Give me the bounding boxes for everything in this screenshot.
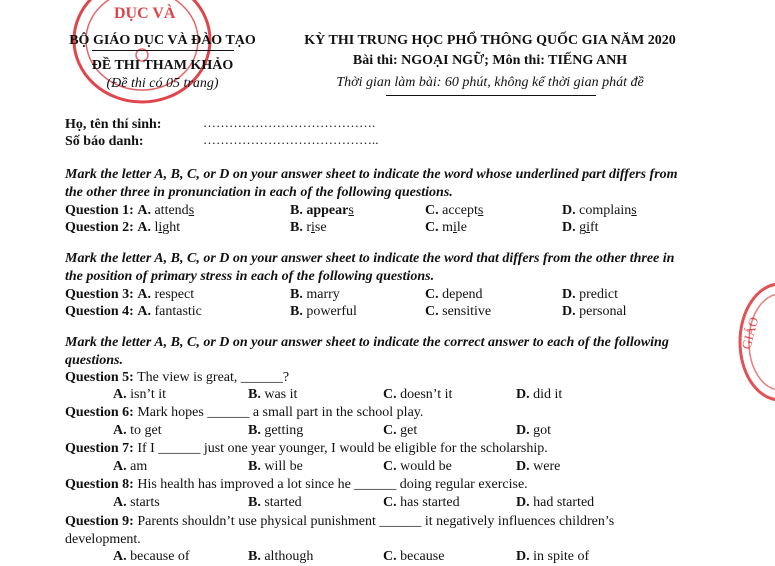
q5-option-c[interactable]: C. doesn’t it (383, 387, 453, 402)
q6-option-b[interactable]: B. getting (248, 423, 304, 438)
q7-option-b[interactable]: B. will be (248, 459, 303, 474)
q3-option-b[interactable]: B. marry (290, 287, 340, 302)
exam-type: ĐỀ THI THAM KHẢO (91, 58, 234, 73)
ministry-name: BỘ GIÁO DỤC VÀ ĐÀO TẠO (69, 33, 256, 48)
question-3: Question 3: A. respect (65, 287, 195, 302)
svg-text:DỤC VÀ: DỤC VÀ (114, 5, 176, 22)
q6-option-a[interactable]: A. to get (113, 423, 162, 438)
question-9-continuation: development. (65, 532, 141, 547)
section-1-instruction: Mark the letter A, B, C, or D on your answer sheet to indicate the word whose underlined part differs from the other three in pronunciation in each of the following questions. (65, 167, 678, 200)
question-2: Question 2: A. light (65, 220, 181, 235)
q4-option-b[interactable]: B. powerful (290, 304, 357, 319)
q6-option-d[interactable]: D. got (516, 423, 552, 438)
q4-option-d[interactable]: D. personal (562, 304, 627, 319)
q2-option-d[interactable]: D. gift (562, 220, 599, 235)
exam-subject: Bài thi: NGOẠI NGỮ; Môn thi: TIẾNG ANH (352, 53, 628, 68)
candidate-name-field[interactable]: …………………………………. (203, 115, 376, 130)
question-7: Question 7: If I ______ just one year younger, I would be eligible for the scholarship. (65, 441, 548, 456)
question-9: Question 9: Parents shouldn’t use physical punishment ______ it negatively influences children’s (65, 514, 615, 529)
q9-option-a[interactable]: A. because of (113, 549, 190, 564)
question-6: Question 6: Mark hopes ______ a small part in the school play. (65, 405, 424, 420)
q1-option-c[interactable]: C. accepts (425, 203, 484, 218)
q9-option-b[interactable]: B. although (248, 549, 314, 564)
q3-option-c[interactable]: C. depend (425, 287, 483, 302)
q8-option-a[interactable]: A. starts (113, 495, 160, 510)
candidate-name-label: Họ, tên thí sinh: (65, 117, 162, 132)
question-4: Question 4: A. fantastic (65, 304, 202, 319)
q7-option-d[interactable]: D. were (516, 459, 561, 474)
q5-option-a[interactable]: A. isn’t it (113, 387, 167, 402)
question-1: Question 1: A. attends (65, 203, 195, 218)
section-3-instruction: Mark the letter A, B, C, or D on your answer sheet to indicate the correct answer to each of the following questions. (65, 335, 669, 368)
candidate-id-field[interactable]: ………………………………….. (203, 132, 379, 147)
question-5: Question 5: The view is great, ______? (65, 370, 290, 385)
exam-time: Thời gian làm bài: 60 phút, không kể thời gian phát đề (336, 75, 644, 90)
q9-option-d[interactable]: D. in spite of (516, 549, 590, 564)
q9-option-c[interactable]: C. because (383, 549, 445, 564)
divider (92, 50, 234, 51)
q8-option-b[interactable]: B. started (248, 495, 302, 510)
question-8: Question 8: His health has improved a lot since he ______ doing regular exercise. (65, 477, 528, 492)
q3-option-d[interactable]: D. predict (562, 287, 618, 302)
q2-option-b[interactable]: B. rise (290, 220, 327, 235)
q5-option-d[interactable]: D. did it (516, 387, 563, 402)
q4-option-c[interactable]: C. sensitive (425, 304, 492, 319)
candidate-id-label: Số báo danh: (65, 134, 144, 149)
divider (386, 95, 596, 96)
section-2-instruction: Mark the letter A, B, C, or D on your answer sheet to indicate the word that differs from the other three in the position of primary stress in each of the following questions. (65, 251, 675, 284)
q1-option-d[interactable]: D. complains (562, 203, 637, 218)
q8-option-c[interactable]: C. has started (383, 495, 460, 510)
q7-option-a[interactable]: A. am (113, 459, 148, 474)
q6-option-c[interactable]: C. get (383, 423, 418, 438)
q5-option-b[interactable]: B. was it (248, 387, 298, 402)
q8-option-d[interactable]: D. had started (516, 495, 595, 510)
q1-option-b[interactable]: B. appears (290, 203, 354, 218)
side-seal (728, 280, 775, 410)
pages-note: (Đề thi có 05 trang) (106, 76, 219, 91)
exam-title: KỲ THI TRUNG HỌC PHỔ THÔNG QUỐC GIA NĂM 2020 (304, 33, 676, 48)
q2-option-c[interactable]: C. mile (425, 220, 468, 235)
svg-text:GIÁO: GIÁO (738, 315, 762, 351)
q7-option-c[interactable]: C. would be (383, 459, 452, 474)
